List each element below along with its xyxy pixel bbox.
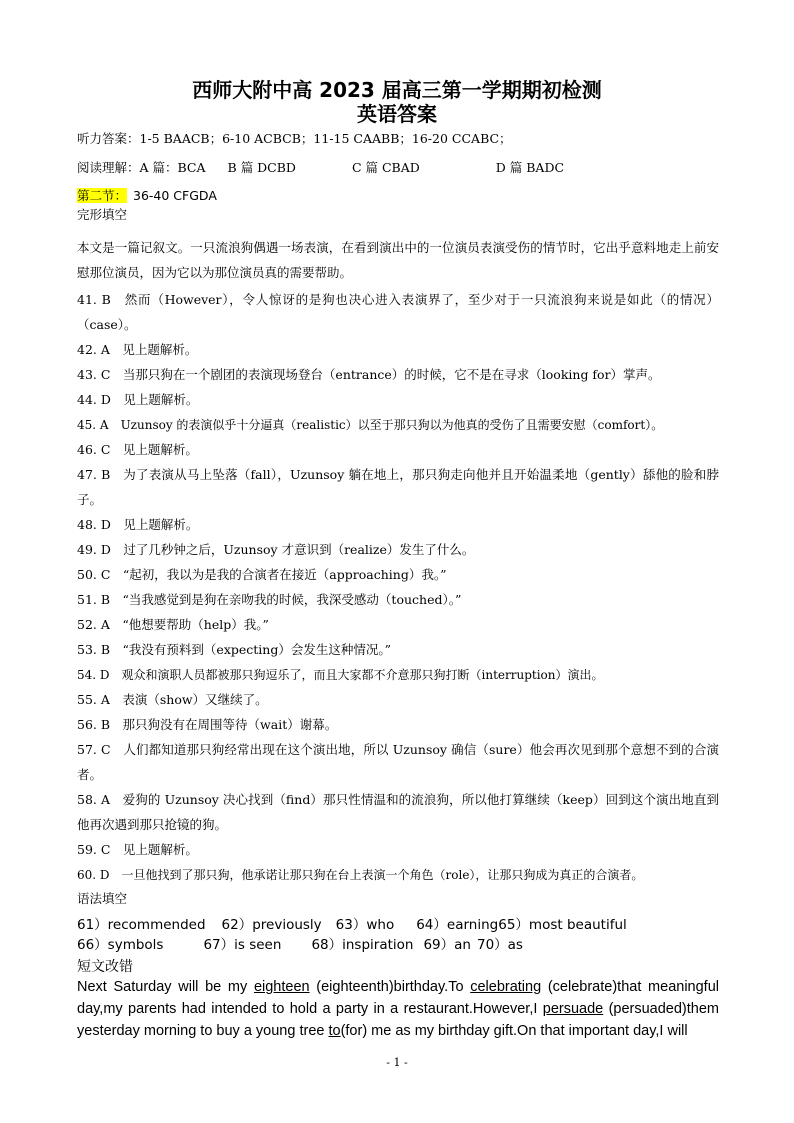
cloze-item: 43. C 当那只狗在一个剧团的表演现场登台（entrance）的时候，它不是在寻求（looking for）掌声。 <box>77 367 661 382</box>
section2-value: 36-40 CFGDA <box>133 188 217 203</box>
reading-a: A 篇：BCA <box>139 160 206 175</box>
grammar-heading: 语法填空 <box>77 891 128 906</box>
error-word: eighteen <box>253 979 310 995</box>
reading-answers <box>77 159 719 177</box>
section2-answers <box>77 187 719 205</box>
grammar-row-1 <box>77 915 719 935</box>
grammar-answer: 66）symbols <box>77 937 164 953</box>
page-subtitle: 英语答案 <box>357 102 437 126</box>
cloze-item: 54. D 观众和演职人员都被那只狗逗乐了，而且大家都不介意那只狗打断（interruption）演出。 <box>77 668 604 682</box>
grammar-answer: 65）most beautiful <box>498 917 627 933</box>
cloze-item: 41. B 然而（However），令人惊讶的是狗也决心进入表演界了，至少对于一只流浪狗来说是如此（的情况）（case）。 <box>77 292 719 332</box>
grammar-answer: 67）is seen <box>203 937 282 953</box>
error-correction-heading: 短文改错 <box>77 959 133 975</box>
cloze-item: 57. C 人们都知道那只狗经常出现在这个演出地，所以 Uzunsoy 确信（sure）他会再次见到那个意想不到的合演者。 <box>77 742 719 782</box>
cloze-item: 45. A Uzunsoy 的表演似乎十分逼真（realistic）以至于那只狗以为他真的受伤了且需要安慰（comfort）。 <box>77 418 664 432</box>
error-word: celebrating <box>470 979 542 995</box>
error-correction-passage: Next Saturday will be my eighteen (eighteenth)birthday.To celebrating (celebrate)that meaningful day,my parents had intended to hold a party in a restaurant.However,I persuade (persuaded)them yesterday morning to buy a young tree to(for) me as my birthday gift.On that important day,I will <box>77 979 719 1039</box>
cloze-heading: 完形填空 <box>77 207 128 222</box>
grammar-answer: 64）earning <box>416 917 499 933</box>
page-number: - 1 - <box>386 1056 408 1069</box>
reading-label: 阅读理解： <box>77 160 140 175</box>
grammar-answer: 63）who <box>335 917 395 933</box>
cloze-item: 51. B “当我感觉到是狗在亲吻我的时候，我深受感动（touched）。” <box>77 592 462 607</box>
cloze-item: 50. C “起初，我以为是我的合演者在接近（approaching）我。” <box>77 567 447 582</box>
cloze-intro: 本文是一篇记叙文。一只流浪狗偶遇一场表演，在看到演出中的一位演员表演受伤的情节时，它出乎意料地走上前安慰那位演员，因为它以为那位演员真的需要帮助。 <box>77 240 719 280</box>
cloze-item: 56. B 那只狗没有在周围等待（wait）谢幕。 <box>77 717 338 732</box>
grammar-answer: 69）an <box>423 937 471 953</box>
grammar-answer: 70）as <box>476 937 523 953</box>
cloze-item: 53. B “我没有预料到（expecting）会发生这种情况。” <box>77 642 391 657</box>
cloze-item: 52. A “他想要帮助（help）我。” <box>77 617 269 632</box>
listening-answers: 听力答案：1-5 BAACB；6-10 ACBCB；11-15 CAABB；16-20 CCABC； <box>77 131 512 146</box>
grammar-answer: 68）inspiration <box>311 937 414 953</box>
error-word: to <box>328 1023 341 1039</box>
grammar-answer: 62）previously <box>221 917 322 933</box>
cloze-item: 58. A 爱狗的 Uzunsoy 决心找到（find）那只性情温和的流浪狗，所以他打算继续（keep）回到这个演出地直到他再次遇到那只抢镜的狗。 <box>77 792 719 832</box>
reading-c: C 篇 CBAD <box>351 160 420 175</box>
cloze-item: 48. D 见上题解析。 <box>77 517 199 532</box>
grammar-row-2 <box>77 935 719 955</box>
section2-label: 第二节： <box>77 188 128 203</box>
cloze-item: 44. D 见上题解析。 <box>77 392 199 407</box>
cloze-item: 46. C 见上题解析。 <box>77 442 198 457</box>
reading-d: D 篇 BADC <box>495 160 565 175</box>
cloze-item: 55. A 表演（show）又继续了。 <box>77 692 268 707</box>
reading-b: B 篇 DCBD <box>227 160 296 175</box>
cloze-item: 60. D 一旦他找到了那只狗，他承诺让那只狗在台上表演一个角色（role），让那只狗成为真正的合演者。 <box>77 868 644 882</box>
page-title: 西师大附中高 2023 届高三第一学期期初检测 <box>192 78 602 102</box>
grammar-answer: 61）recommended <box>77 917 206 933</box>
cloze-item: 42. A 见上题解析。 <box>77 342 198 357</box>
error-word: persuade <box>542 1001 604 1017</box>
cloze-item: 49. D 过了几秒钟之后，Uzunsoy 才意识到（realize）发生了什么。 <box>77 542 475 557</box>
cloze-item: 47. B 为了表演从马上坠落（fall），Uzunsoy 躺在地上，那只狗走向他并且开始温柔地（gently）舔他的脸和脖子。 <box>77 467 719 507</box>
cloze-item: 59. C 见上题解析。 <box>77 842 198 857</box>
